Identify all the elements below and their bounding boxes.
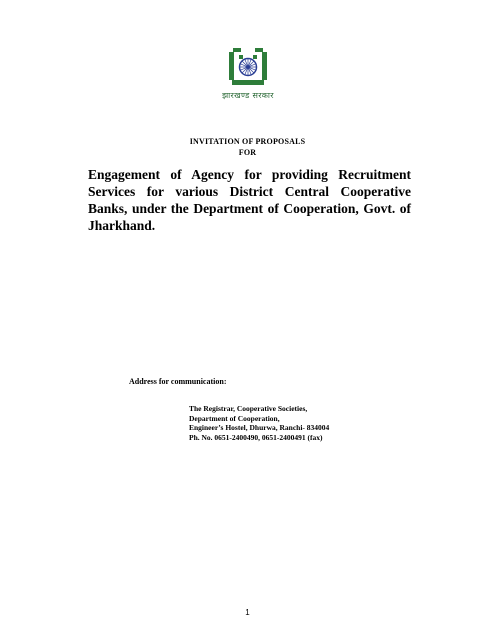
address-heading: Address for communication: bbox=[129, 377, 227, 386]
address-line: The Registrar, Cooperative Societies, bbox=[189, 404, 308, 413]
jharkhand-emblem-logo bbox=[226, 46, 270, 88]
invitation-heading: INVITATION OF PROPOSALS bbox=[189, 137, 306, 146]
emblem-bar-right bbox=[262, 52, 267, 80]
emblem-block-left bbox=[239, 55, 243, 59]
emblem-bar-top-left bbox=[233, 48, 241, 52]
invitation-for: FOR bbox=[238, 148, 257, 157]
emblem-caption: झारखण्ड सरकार bbox=[222, 91, 274, 100]
address-line: Department of Cooperation, bbox=[189, 413, 280, 423]
address-line: Engineer’s Hostel, Dhurwa, Ranchi- 834004 bbox=[189, 423, 330, 432]
emblem-bar-left bbox=[229, 52, 234, 80]
address-block bbox=[189, 404, 329, 442]
emblem-bar-bottom bbox=[232, 80, 264, 85]
page-number: 1 bbox=[245, 608, 250, 617]
emblem-block-right bbox=[253, 55, 257, 59]
address-line: Ph. No. 0651-2400490, 0651-2400491 (fax) bbox=[189, 432, 323, 442]
emblem-bar-top-right bbox=[255, 48, 263, 52]
document-title: Engagement of Agency for providing Recruitment Services for various District Central Cooperative Banks, under the Department of Cooperation, Govt. of Jharkhand. bbox=[88, 167, 411, 233]
